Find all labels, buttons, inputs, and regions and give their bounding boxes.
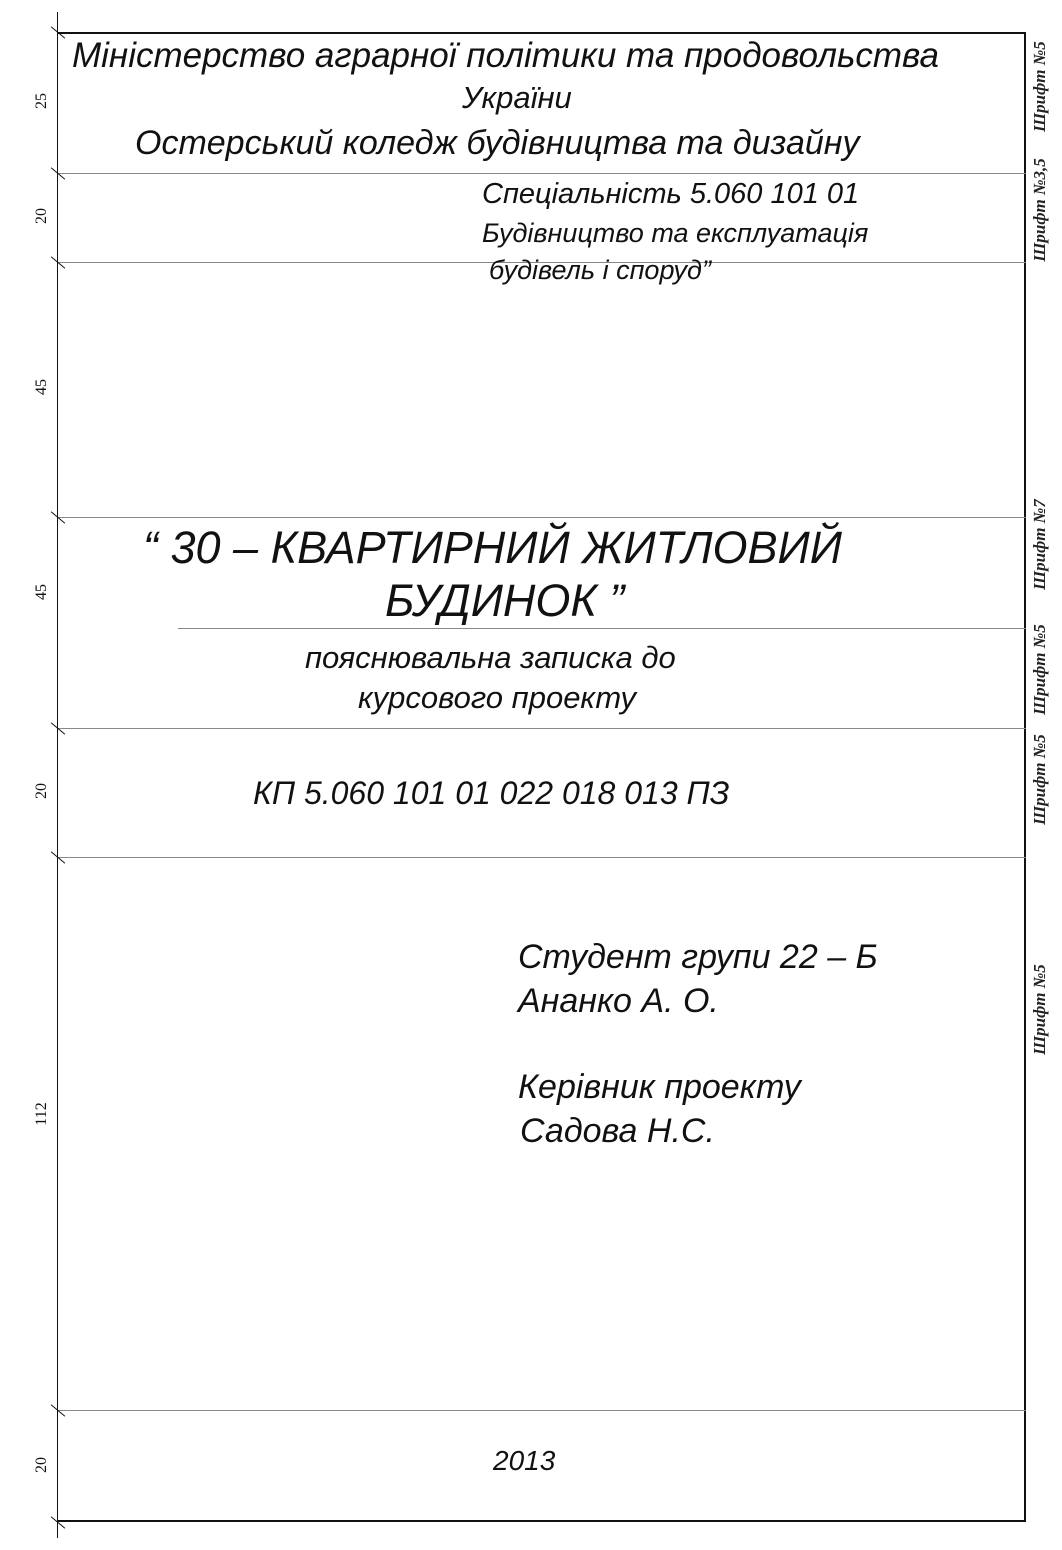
dimension-label: 45	[33, 379, 50, 395]
section-divider	[58, 857, 1026, 858]
font-note: Шрифт №5	[1030, 41, 1049, 132]
font-note: Шрифт №7	[1030, 499, 1049, 590]
font-note: Шрифт №5	[1030, 624, 1049, 715]
ministry-name: Міністерство аграрної політики та продовольства	[72, 36, 939, 75]
section-divider	[58, 728, 1026, 729]
country-name: України	[462, 80, 572, 115]
student-group: Студент групи 22 – Б	[518, 938, 878, 976]
dimension-label: 25	[33, 93, 50, 109]
supervisor-name: Садова Н.С.	[520, 1112, 715, 1150]
document-type-cont: курсового проекту	[358, 680, 637, 715]
dimension-line	[57, 12, 58, 1538]
year: 2013	[493, 1445, 556, 1476]
supervisor-label: Керівник проекту	[518, 1068, 801, 1106]
specialty-name-cont: будівель і споруд”	[489, 255, 711, 285]
specialty-name: Будівництво та експлуатація	[482, 218, 869, 248]
dimension-label: 20	[33, 783, 50, 799]
project-title-cont: БУДИНОК ”	[385, 575, 625, 626]
section-divider	[58, 1410, 1026, 1411]
font-note: Шрифт №3,5	[1030, 158, 1049, 262]
student-name: Ананко А. О.	[518, 982, 719, 1020]
section-divider	[58, 173, 1026, 174]
dimension-label: 20	[33, 1457, 50, 1473]
font-note: Шрифт №5	[1030, 964, 1049, 1055]
document-code: КП 5.060 101 01 022 018 013 ПЗ	[253, 775, 730, 811]
specialty-code: Спеціальність 5.060 101 01	[482, 178, 860, 210]
dimension-label: 112	[33, 1102, 50, 1126]
title-underline	[178, 628, 1026, 629]
dimension-label: 20	[33, 208, 50, 224]
dimension-label: 45	[33, 584, 50, 600]
project-title: “ 30 – КВАРТИРНИЙ ЖИТЛОВИЙ	[143, 522, 842, 573]
section-divider	[58, 517, 1026, 518]
college-name: Остерський коледж будівництва та дизайну	[135, 124, 860, 162]
document-type: пояснювальна записка до	[305, 640, 676, 675]
font-note: Шрифт №5	[1030, 734, 1049, 825]
